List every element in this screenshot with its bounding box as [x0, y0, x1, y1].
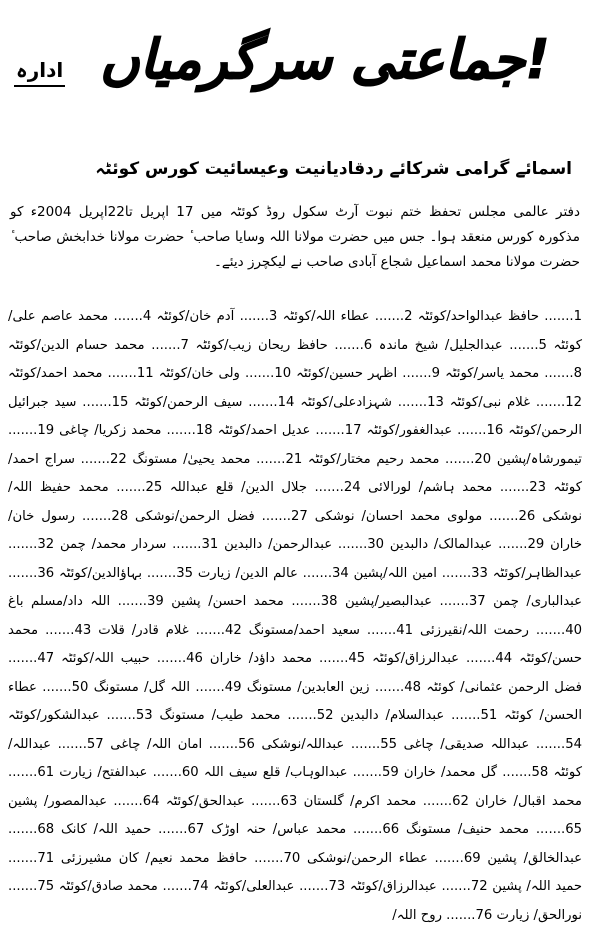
participants-list: 1....... حافظ عبدالواحد/کوئٹہ 2....... عطاء اللہ/کوئٹہ 3....... آدم خان/کوئٹہ 4....... محمد عاصم علی/کوئٹہ 5....... عبدالجلیل/ شیخ ماندہ 6....... حافظ ریحان زیب/کوئٹہ 7....... محمد حسام الدین/کوئٹہ 8....... محمد یاسر/کوئٹہ 9....... اظہر حسین/کوئٹہ 10....... ولی خان/کوئٹہ 11....... محمد احمد/کوئٹہ 12....... غلام نبی/کوئٹہ 13....... شہزادعلی/کوئٹہ 14....... سیف الرحمن/کوئٹہ 15....... سید جبرائیل الرحمن/کوئٹہ 16....... عبدالغفور/کوئٹہ 17....... عدیل احمد/کوئٹہ 18....... محمد زکریا/ چاغی 19....... تیمورشاہ/پشین 20....... محمد رحیم مختار/کوئٹہ 21....... محمد یحییٰ/ مستونگ 22....... سراج احمد/ کوئٹہ 23....... محمد ہاشم/ لورالائی 24....... جلال الدین/ قلع عبداللہ 25....... محمد حفیظ اللہ/ نوشکی 26....... مولوی محمد احسان/ نوشکی 27....... فضل الرحمن/نوشکی 28....... رسول خان/ خاران 29....... عبدالمالک/ دالبدین 30....... عبدالرحمن/ دالبدین 31....... سردار محمد/ چمن 32....... عبدالظاہر/کوئٹہ 33....... امین اللہ/پشین 34....... عالم الدین/ زیارت 35....... بہاؤالدین/کوئٹہ 36....... عبدالباری/ چمن 37....... عبدالبصیر/پشین 38....... محمد احسن/ پشین 39....... اللہ داد/مسلم باغ 40....... رحمت اللہ/نقیرزئی 41....... سعید احمد/مستونگ 42....... غلام قادر/ قلات 43....... محمد حسن/کوئٹہ 44....... عبدالرزاق/کوئٹہ 45....... محمد داؤد/ خاران 46....... حبیب اللہ/کوئٹہ 47....... فضل الرحمن عثمانی/ کوئٹہ 48....... زین العابدین/ مستونگ 49....... اللہ گل/ مستونگ 50....... عطاء الحسن/ کوئٹہ 51....... عبدالسلام/ دالبدین 52....... محمد طیب/ مستونگ 53....... عبدالشکور/کوئٹہ 54....... عبداللہ صدیقی/ چاغی 55....... عبداللہ/نوشکی 56....... امان اللہ/ چاغی 57....... عبداللہ/کوئٹہ 58....... گل محمد/ خاران 59....... عبدالوہاب/ قلع سیف اللہ 60....... عبدالفتح/ زیارت 61....... محمد اقبال/ خاران 62....... محمد اکرم/ گلستان 63....... عبدالحق/کوئٹہ 64....... عبدالمصور/ پشین 65....... محمد حنیف/ مستونگ 66....... محمد عباس/ حنہ اوڑک 67....... حمید اللہ/ کانک 68....... عبدالخالق/ پشین 69....... عطاء الرحمن/نوشکی 70....... حافظ محمد نعیم/ کان مشیرزئی 71....... حمید اللہ/ پشین 72....... عبدالرزاق/کوئٹہ 73....... عبدالعلی/کوئٹہ 74....... محمد صادق/کوئٹہ 75....... نورالحق/ زیارت 76....... روح اللہ/ — [8, 309, 583, 923]
page-header — [0, 0, 590, 150]
article-subheading: اسمائے گرامی شرکائے ردقادیانیت وعیسائیت کورس کوئٹہ — [95, 159, 572, 179]
article-intro: دفتر عالمی مجلس تحفظ ختم نبوت آرٹ سکول روڈ کوئٹہ میں 17 اپریل تا22اپریل 2004ء کو مذکورہ کورس منعقد ہوا۔ جس میں حضرت مولانا اللہ وسایا صاحب ٔ حضرت مولانا خدابخش صاحب ٔ حضرت مولانا محمد اسماعیل شجاع آبادی صاحب نے لیکچرز دیئے۔ — [10, 204, 580, 270]
page-title: جماعتی سرگرمیاں! — [100, 28, 550, 91]
section-label: ادارہ — [14, 58, 65, 87]
